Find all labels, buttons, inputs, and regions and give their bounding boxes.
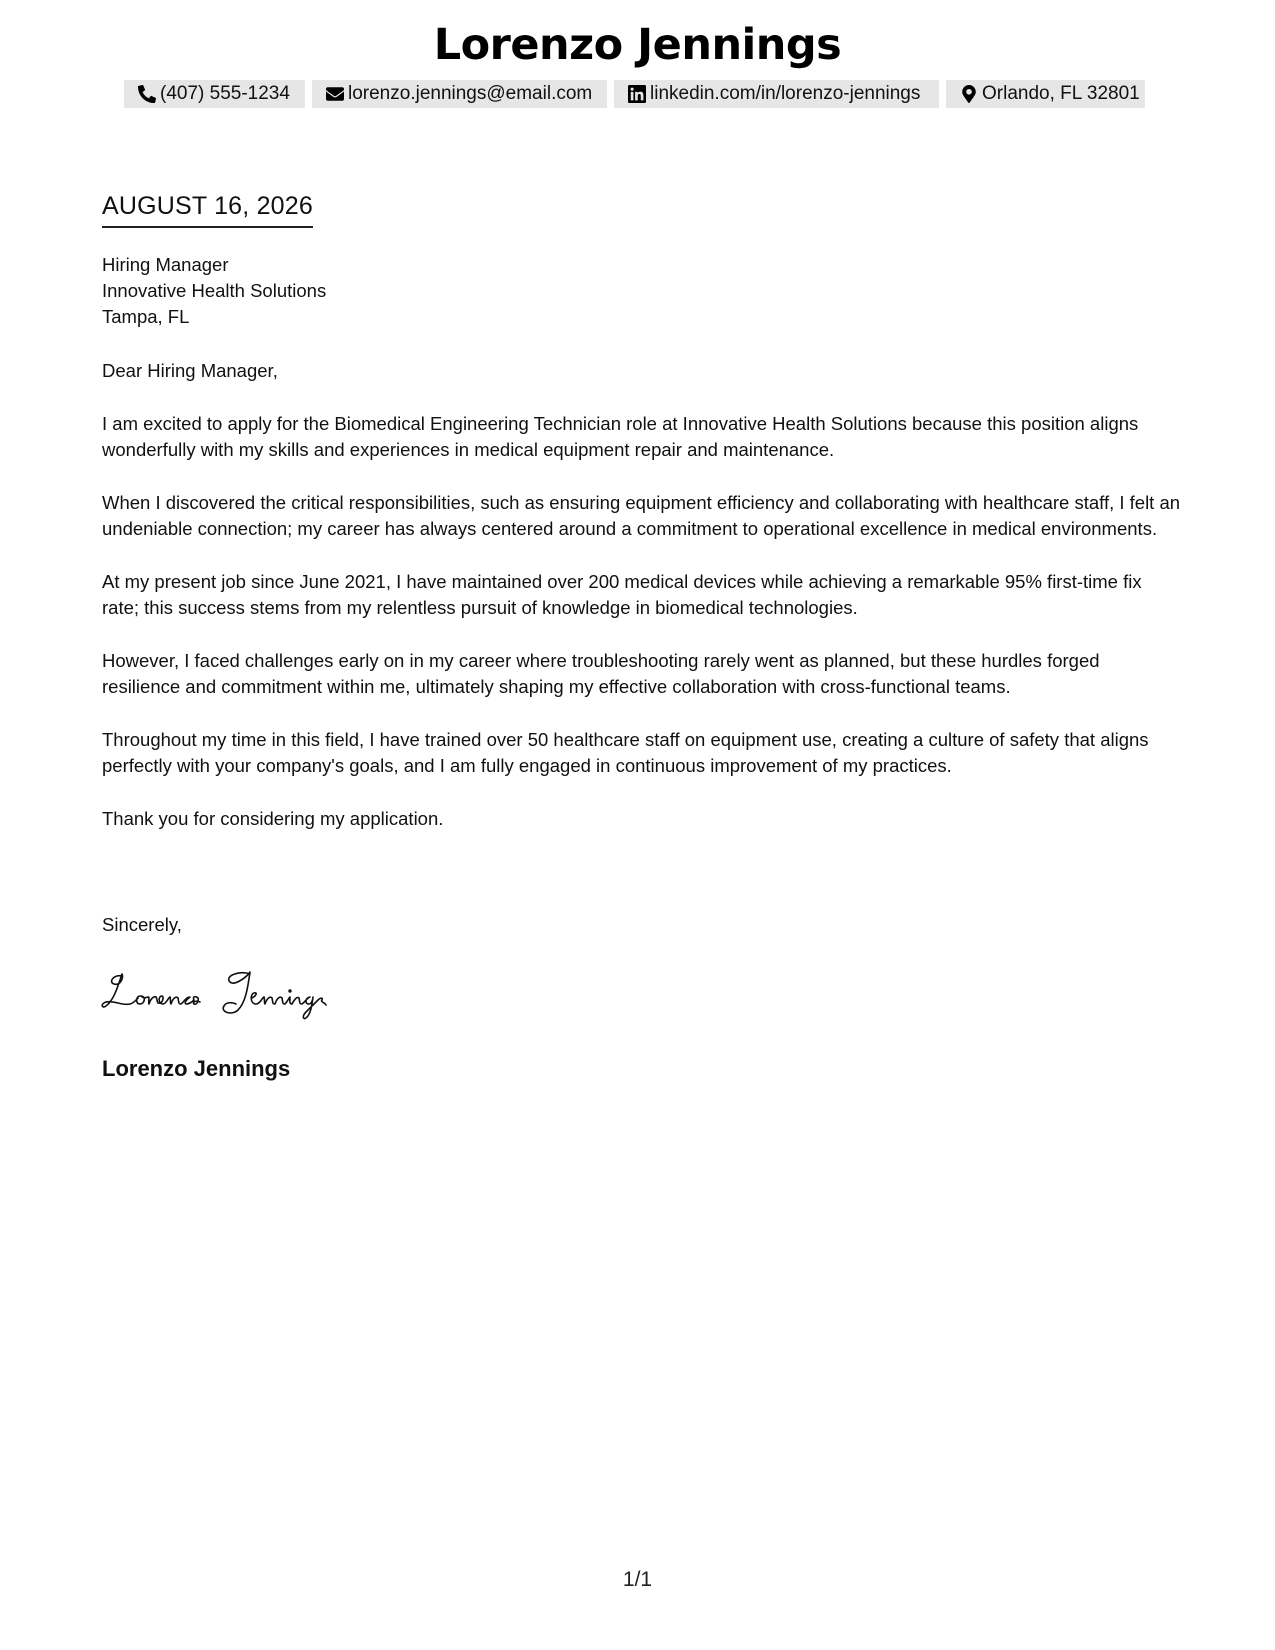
location-text: Orlando, FL 32801 xyxy=(982,83,1140,104)
closing-line: Sincerely, xyxy=(102,914,182,935)
salutation: Dear Hiring Manager, xyxy=(102,360,278,381)
body-paragraph: I am excited to apply for the Biomedical Engineering Technician role at Innovative Health Solutions because this position aligns wonderfully with my skills and experiences in medical equipment repair and maintenance. xyxy=(102,412,1139,460)
body-paragraph: However, I faced challenges early on in my career where troubleshooting rarely went as planned, but these hurdles forged resilience and commitment within me, ultimately shaping my effective collaboration with cross-functional teams. xyxy=(102,649,1100,697)
body-paragraph: When I discovered the critical responsibilities, such as ensuring equipment efficiency and collaborating with healthcare staff, I felt an undeniable connection; my career has always centered around a commitment to operational excellence in medical environments. xyxy=(102,491,1181,539)
linkedin-icon xyxy=(628,85,646,103)
recipient-block xyxy=(102,252,326,330)
linkedin-text: linkedin.com/in/lorenzo-jennings xyxy=(650,83,921,104)
thank-you-paragraph: Thank you for considering my application. xyxy=(102,807,444,829)
contact-location xyxy=(946,80,1145,108)
contact-linkedin xyxy=(614,80,939,108)
letter-date: AUGUST 16, 2026 xyxy=(102,192,313,228)
contact-email xyxy=(312,80,607,108)
phone-icon xyxy=(138,85,156,103)
applicant-name-heading: Lorenzo Jennings xyxy=(433,20,842,70)
contact-phone xyxy=(124,80,305,108)
contact-bar xyxy=(124,80,1145,108)
signature-printed-name: Lorenzo Jennings xyxy=(102,1056,291,1081)
body-paragraph: At my present job since June 2021, I have maintained over 200 medical devices while achieving a remarkable 95% first-time fix rate; this success stems from my relentless pursuit of knowledge in biomedical technologies. xyxy=(102,570,1142,618)
recipient-company: Innovative Health Solutions xyxy=(102,280,327,301)
email-text: lorenzo.jennings@email.com xyxy=(348,83,593,104)
body-paragraph: Throughout my time in this field, I have trained over 50 healthcare staff on equipment use, creating a culture of safety that aligns perfectly with your company's goals, and I am fully engaged in continuous improvement of my practices. xyxy=(102,728,1149,776)
letter-body xyxy=(102,358,1182,858)
recipient-title: Hiring Manager xyxy=(102,254,229,275)
page-number: 1/1 xyxy=(622,1568,653,1591)
phone-text: (407) 555-1234 xyxy=(160,83,290,104)
map-pin-icon xyxy=(960,85,978,103)
handwritten-signature xyxy=(100,962,370,1022)
recipient-city: Tampa, FL xyxy=(102,306,190,327)
envelope-icon xyxy=(326,85,344,103)
